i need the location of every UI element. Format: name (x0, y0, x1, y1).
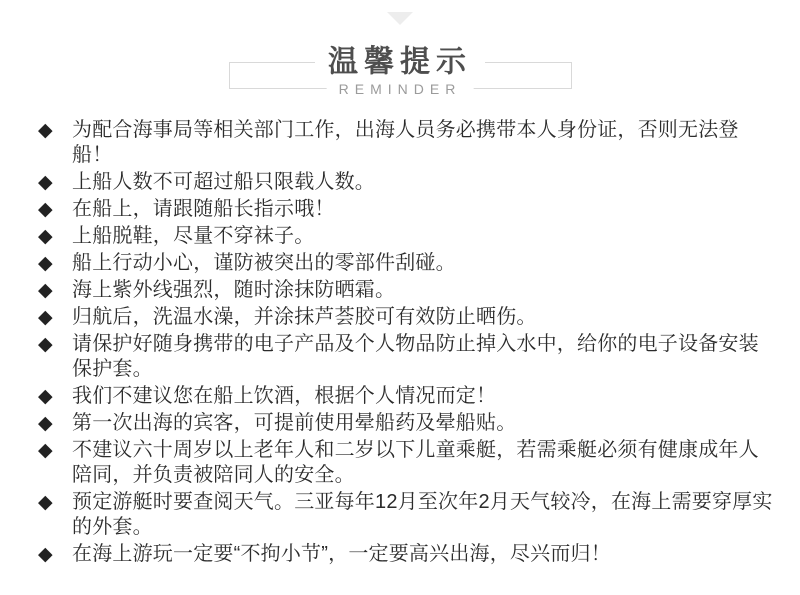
list-item-text: 第一次出海的宾客，可提前使用晕船药及晕船贴。 (72, 412, 517, 434)
diamond-bullet-icon: ◆ (38, 440, 53, 461)
diamond-bullet-icon: ◆ (38, 413, 53, 434)
list-item (38, 251, 778, 276)
header-title-box (229, 45, 572, 97)
list-item (38, 332, 778, 382)
list-item-text: 上船脱鞋，尽量不穿袜子。 (72, 225, 315, 247)
list-item (38, 490, 778, 540)
diamond-bullet-icon: ◆ (38, 386, 53, 407)
diamond-bullet-icon: ◆ (38, 307, 53, 328)
diamond-bullet-icon: ◆ (38, 199, 53, 220)
list-item (38, 384, 778, 409)
list-item (38, 170, 778, 195)
list-item-text: 海上紫外线强烈，随时涂抹防晒霜。 (72, 279, 396, 301)
list-item (38, 278, 778, 303)
list-item-text: 归航后，洗温水澡，并涂抹芦荟胶可有效防止晒伤。 (72, 306, 537, 328)
list-item (38, 197, 778, 222)
list-item-text: 不建议六十周岁以上老年人和二岁以下儿童乘艇，若需乘艇必须有健康成年人陪同，并负责被陪同人的安全。 (72, 439, 759, 486)
list-item-text: 预定游艇时要查阅天气。三亚每年12月至次年2月天气较冷，在海上需要穿厚实的外套。 (72, 491, 773, 538)
diamond-bullet-icon: ◆ (38, 226, 53, 247)
down-triangle-icon (387, 12, 413, 25)
diamond-bullet-icon: ◆ (38, 334, 53, 355)
diamond-bullet-icon: ◆ (38, 253, 53, 274)
list-item-text: 在海上游玩一定要“不拘小节”，一定要高兴出海，尽兴而归！ (72, 543, 611, 565)
list-item-text: 为配合海事局等相关部门工作，出海人员务必携带本人身份证，否则无法登船！ (72, 119, 739, 166)
diamond-bullet-icon: ◆ (38, 544, 53, 565)
page-title: 温馨提示 (315, 46, 485, 79)
reminder-list (38, 118, 778, 567)
list-item-text: 船上行动小心，谨防被突出的零部件刮碰。 (72, 252, 456, 274)
list-item-text: 我们不建议您在船上饮酒，根据个人情况而定！ (72, 385, 497, 407)
list-item (38, 542, 778, 567)
diamond-bullet-icon: ◆ (38, 492, 53, 513)
list-item (38, 411, 778, 436)
list-item-text: 在船上，请跟随船长指示哦！ (72, 198, 335, 220)
list-item (38, 305, 778, 330)
list-item-text: 请保护好随身携带的电子产品及个人物品防止掉入水中，给你的电子设备安装保护套。 (72, 333, 759, 380)
diamond-bullet-icon: ◆ (38, 280, 53, 301)
list-item (38, 224, 778, 249)
page-subtitle: REMINDER (327, 81, 474, 97)
list-item (38, 118, 778, 168)
reminder-page (0, 12, 800, 595)
diamond-bullet-icon: ◆ (38, 120, 53, 141)
list-item (38, 438, 778, 488)
diamond-bullet-icon: ◆ (38, 172, 53, 193)
list-item-text: 上船人数不可超过船只限载人数。 (72, 171, 375, 193)
